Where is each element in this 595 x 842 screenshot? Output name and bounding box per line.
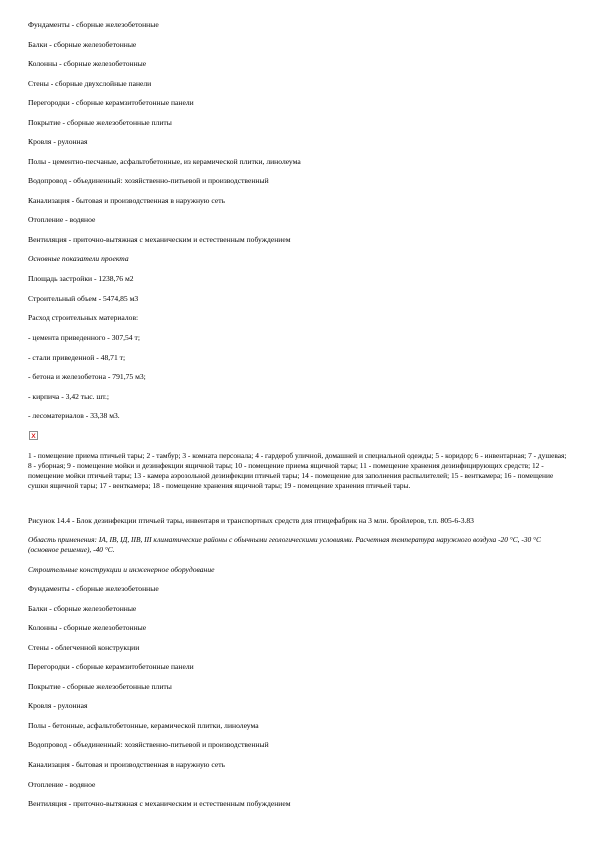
spec-line: Водопровод - объединенный: хозяйственно-питьевой и производственный xyxy=(28,176,269,185)
indicator-line: - стали приведенной - 48,71 т; xyxy=(28,353,126,362)
indicator-line: - кирпича - 3,42 тыс. шт.; xyxy=(28,392,109,401)
spec-line: Перегородки - сборные керамзитобетонные панели xyxy=(28,98,194,107)
spec-line: Балки - сборные железобетонные xyxy=(28,40,137,49)
broken-image-icon xyxy=(29,431,38,440)
broken-image-mark: x xyxy=(31,431,36,440)
constructions-heading: Строительные конструкции и инженерное оборудование xyxy=(28,565,215,574)
spec-line: Фундаменты - сборные железобетонные xyxy=(28,584,159,593)
spec-line: Отопление - водяное xyxy=(28,215,96,224)
indicator-line: - цемента приведенного - 307,54 т; xyxy=(28,333,140,342)
figure-legend: 1 - помещение приема птичьей тары; 2 - тамбур; 3 - комната персонала; 4 - гардероб уличной, домашней и специальной одежды; 5 - коридор; 6 - инвентарная; 7 - душевая; 8 - уборная; 9 - помещение мойки и дезинфекции ящичной тары; 10 - помещение приема ящичной тары; 11 - помещение хранения дезинфицирующих средств; 12 - помещение мойки птичьей тары; 13 - камера аэрозольной дезинфекции птичьей тары; 14 - помещение для заполнения распылителей; 15 - венткамера; 16 - помещение сушки ящичной тары; 17 - венткамера; 18 - помещение хранения ящичной тары; 19 - помещение хранения птичьей тары. xyxy=(28,451,567,490)
spec-line: Отопление - водяное xyxy=(28,780,96,789)
spec-line: Стены - облегченной конструкции xyxy=(28,643,140,652)
spec-line: Канализация - бытовая и производственная в наружную сеть xyxy=(28,760,225,769)
spec-line: Полы - бетонные, асфальтобетонные, керамической плитки, линолеума xyxy=(28,721,259,730)
spec-line: Покрытие - сборные железобетонные плиты xyxy=(28,118,172,127)
indicator-line: - бетона и железобетона - 791,75 м3; xyxy=(28,372,146,381)
spec-line: Колонны - сборные железобетонные xyxy=(28,59,147,68)
indicator-line: Площадь застройки - 1238,76 м2 xyxy=(28,274,134,283)
spec-line: Перегородки - сборные керамзитобетонные панели xyxy=(28,662,194,671)
indicator-line: Строительный объем - 5474,85 м3 xyxy=(28,294,139,303)
spec-line: Фундаменты - сборные железобетонные xyxy=(28,20,159,29)
indicator-line: Расход строительных материалов: xyxy=(28,313,139,322)
spec-line: Кровля - рулонная xyxy=(28,701,88,710)
spec-line: Балки - сборные железобетонные xyxy=(28,604,137,613)
spec-line: Стены - сборные двухслойные панели xyxy=(28,79,152,88)
spec-line: Колонны - сборные железобетонные xyxy=(28,623,147,632)
spec-line: Покрытие - сборные железобетонные плиты xyxy=(28,682,172,691)
spec-line: Вентиляция - приточно-вытяжная с механическим и естественным побуждением xyxy=(28,235,291,244)
spec-line: Канализация - бытовая и производственная в наружную сеть xyxy=(28,196,225,205)
indicator-line: - лесоматериалов - 33,38 м3. xyxy=(28,411,120,420)
indicators-heading: Основные показатели проекта xyxy=(28,254,129,263)
spec-line: Полы - цементно-песчаные, асфальтобетонные, из керамической плитки, линолеума xyxy=(28,157,301,166)
spec-line: Вентиляция - приточно-вытяжная с механическим и естественным побуждением xyxy=(28,799,291,808)
spec-line: Водопровод - объединенный: хозяйственно-питьевой и производственный xyxy=(28,740,269,749)
figure-caption: Рисунок 14.4 - Блок дезинфекции птичьей тары, инвентаря и транспортных средств для птицефабрик на 3 млн. бройлеров, т.п. 805-6-3.83 xyxy=(28,516,474,525)
scope-paragraph: Область применения: IA, IB, IД, IIB, III климатические районы с обычными геологическими условиями. Расчетная температура наружного воздуха -20 °С, -30 °С (основное решение), -40 °С. xyxy=(28,535,541,554)
spec-line: Кровля - рулонная xyxy=(28,137,88,146)
